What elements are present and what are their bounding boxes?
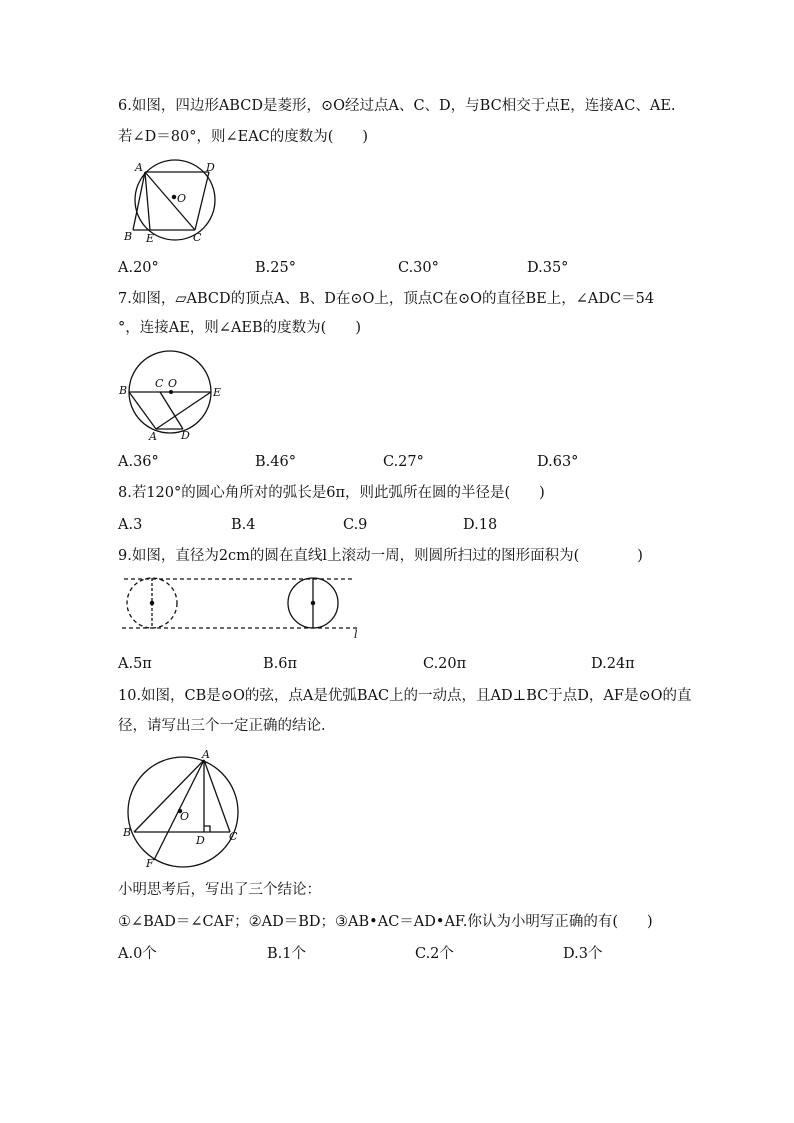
q7-label-d: D [181, 429, 190, 442]
q9-option-c: C.20π [423, 656, 467, 672]
q10-label-d: D [196, 834, 205, 847]
q10-option-d: D.3个 [563, 946, 603, 962]
q7-label-b: B [119, 384, 128, 397]
q9-option-a: A.5π [118, 656, 152, 672]
q9-label-l: l [354, 628, 358, 641]
q10-label-f: F [146, 857, 154, 870]
q10-stem-line2: 径，请写出三个一定正确的结论. [118, 718, 326, 734]
q9-figure [118, 572, 368, 642]
q8-option-b: B.4 [231, 517, 256, 533]
q7-label-c: C [155, 377, 164, 390]
q6-side-dc [195, 172, 209, 230]
q10-option-b: B.1个 [267, 946, 306, 962]
q7-figure [118, 350, 228, 442]
q10-figure [118, 750, 248, 870]
q8-option-d: D.18 [463, 517, 498, 533]
q10-label-c: C [229, 830, 238, 843]
q7-center-dot [170, 391, 173, 394]
q6-label-d: D [206, 161, 215, 174]
q9-stem-line1: 9.如图，直径为2cm的圆在直线l上滚动一周，则圆所扫过的图形面积为( ) [118, 548, 643, 564]
q6-stem-line1: 6.如图，四边形ABCD是菱形，⊙O经过点A、C、D，与BC相交于点E，连接AC、AE. [118, 98, 676, 114]
q7-stem-line1: 7.如图，▱ABCD的顶点A、B、D在⊙O上，顶点C在⊙O的直径BE上，∠ADC＝54 [118, 291, 655, 307]
q10-segment-ac [204, 760, 230, 832]
q6-label-e: E [146, 232, 155, 245]
q10-label-a: A [202, 748, 210, 761]
q6-label-a: A [135, 161, 143, 174]
q7-segment-ae [156, 392, 211, 429]
q10-label-o: O [180, 810, 190, 823]
q7-label-e: E [213, 386, 222, 399]
q7-option-d: D.63° [537, 454, 579, 470]
q7-option-c: C.27° [383, 454, 424, 470]
q10-stem-line3: 小明思考后，写出了三个结论： [118, 882, 321, 898]
q7-stem-line2: °，连接AE，则∠AEB的度数为( ) [118, 320, 361, 336]
q9-option-b: B.6π [263, 656, 298, 672]
q6-option-b: B.25° [255, 260, 296, 276]
q6-segment-ae [145, 172, 150, 230]
q6-option-d: D.35° [527, 260, 569, 276]
q6-label-c: C [193, 231, 202, 244]
q10-stem-line4: ①∠BAD＝∠CAF；②AD＝BD；③AB•AC＝AD•AF.你认为小明写正确的有( ) [118, 914, 653, 930]
q6-option-a: A.20° [118, 260, 159, 276]
q6-center-dot [172, 195, 175, 198]
q7-option-b: B.46° [255, 454, 296, 470]
q10-right-angle-mark [204, 826, 210, 832]
q6-label-o: O [177, 192, 187, 205]
q6-option-c: C.30° [398, 260, 439, 276]
q7-option-a: A.36° [118, 454, 159, 470]
q10-stem-line1: 10.如图，CB是⊙O的弦，点A是优弧BAC上的一动点，且AD⊥BC于点D，AF是⊙O的直 [118, 688, 692, 704]
q10-option-c: C.2个 [415, 946, 454, 962]
q6-segment-ac [145, 172, 195, 230]
q7-label-o: O [168, 377, 178, 390]
q8-option-a: A.3 [118, 517, 143, 533]
q8-option-c: C.9 [343, 517, 368, 533]
q6-stem-line2: 若∠D＝80°，则∠EAC的度数为( ) [118, 129, 369, 145]
q10-segment-ab [134, 760, 204, 832]
q7-label-a: A [149, 430, 157, 443]
q10-option-a: A.0个 [118, 946, 157, 962]
q8-stem-line1: 8.若120°的圆心角所对的弧长是6π，则此弧所在圆的半径是( ) [118, 485, 545, 501]
q9-option-d: D.24π [591, 656, 635, 672]
q6-label-b: B [124, 230, 133, 243]
q9-start-center-dot [150, 601, 153, 604]
q9-end-center-dot [311, 601, 314, 604]
q10-label-b: B [123, 826, 132, 839]
q6-figure [118, 155, 228, 250]
